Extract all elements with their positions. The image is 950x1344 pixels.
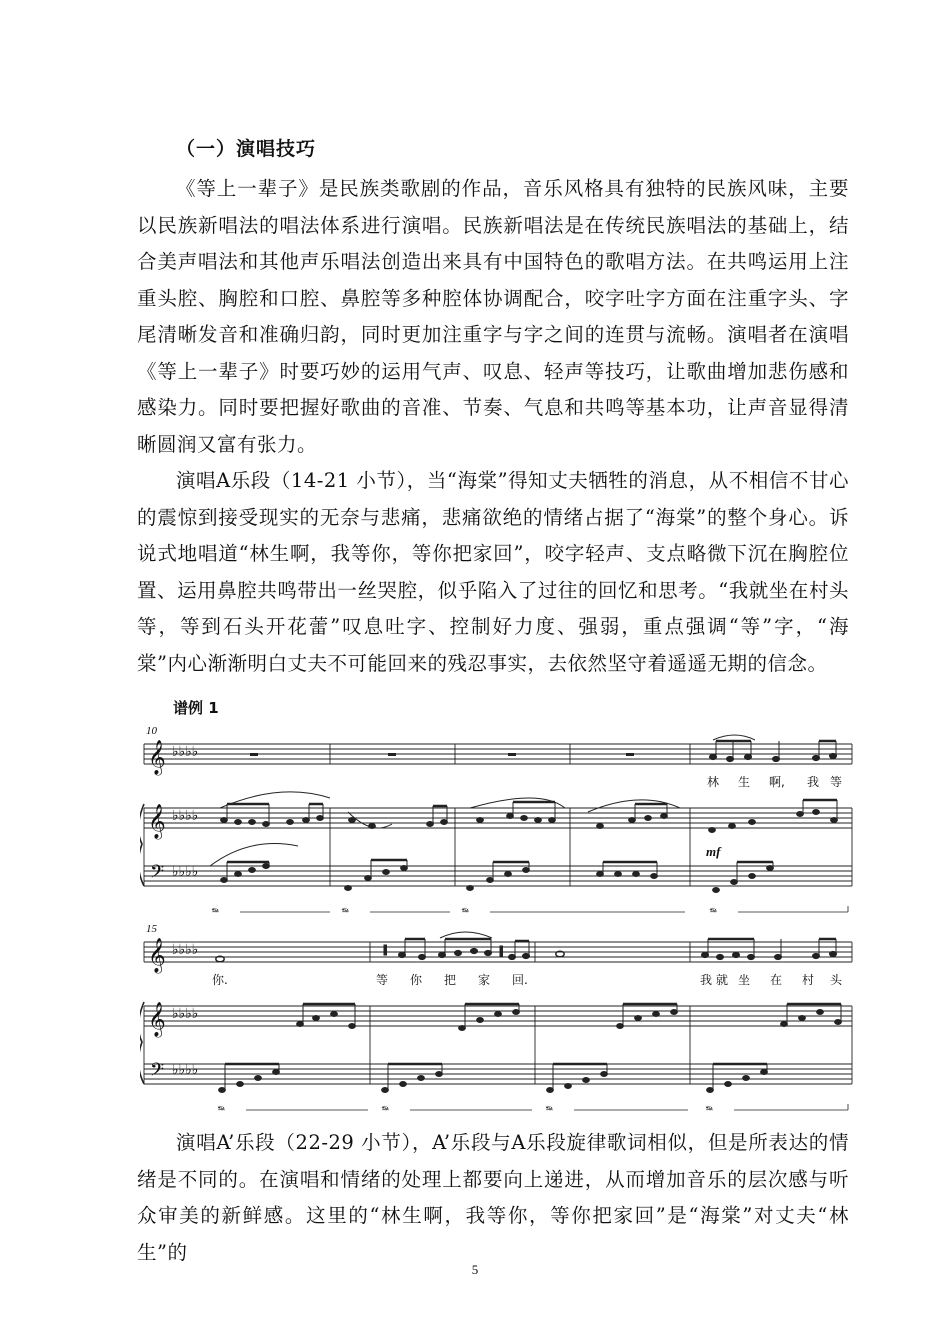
vocal-notes [710,735,837,762]
vocal-lyrics [212,972,843,987]
svg-text:𝆮: 𝆮 [704,1103,712,1116]
treble-clef-icon: 𝄞 [148,1002,166,1037]
svg-text:你.: 你. [212,973,228,987]
pedal-marks [210,905,848,919]
svg-text:𝆮: 𝆮 [210,905,218,919]
key-signature-icon: ♭♭♭♭ [172,942,199,958]
svg-text:林: 林 [707,775,720,789]
svg-text:等: 等 [376,973,389,987]
treble-clef-icon: 𝄞 [148,938,166,973]
vocal-lyrics [707,774,842,789]
svg-text:把: 把 [444,973,457,987]
svg-text:就: 就 [716,973,729,987]
svg-text:𝆮: 𝆮 [544,1103,552,1116]
key-signature-icon: ♭♭♭♭ [172,864,199,880]
page-number: 5 [471,1262,479,1277]
svg-text:生: 生 [738,775,751,789]
svg-text:我: 我 [700,973,713,987]
bass-clef-icon: 𝄢 [150,862,165,887]
brace-icon [140,1002,144,1084]
svg-text:等: 等 [830,775,843,789]
piano-treble-staff [144,808,852,828]
piano-lh-notes [210,844,773,893]
dynamic-marking: mf [706,844,721,859]
vocal-staff [144,942,852,962]
piano-bass-staff [144,1064,852,1084]
bass-clef-icon: 𝄢 [150,1060,165,1085]
svg-text:村: 村 [802,973,815,987]
measure-number: 15 [146,923,157,935]
svg-text:𝆮: 𝆮 [216,1103,224,1116]
measure-number: 10 [146,725,157,737]
score-system-1 [140,725,852,919]
score-system-2 [140,923,852,1116]
key-signature-icon: ♭♭♭♭ [172,1062,199,1078]
key-signature-icon: ♭♭♭♭ [172,1006,199,1022]
paragraph-section-a: 演唱A乐段（14-21 小节），当“海棠”得知丈夫牺牲的消息，从不相信不甘心的震惊到接受现实的无奈与悲痛，悲痛欲绝的情绪占据了“海棠”的整个身心。诉说式地唱道“林生啊，我等你，等你把家回”，咬字轻声、支点略微下沉在胸腔位置、运用鼻腔共鸣带出一丝哭腔，似乎陷入了过往的回忆和思考。“我就坐在村头等，等到石头开花蕾”叹息吐字、控制好力度、强弱，重点强调“等”字，“海棠”内心渐渐明白丈夫不可能回来的残忍事实，去依然坚守着遥遥无期的信念。 [137,469,849,675]
svg-text:在: 在 [770,973,783,987]
svg-text:𝆮: 𝆮 [380,1103,388,1116]
pedal-marks [216,1103,848,1116]
svg-text:回.: 回. [512,973,528,987]
svg-text:𝆮: 𝆮 [708,905,716,919]
piano-barlines [144,1006,852,1084]
treble-clef-icon: 𝄞 [148,804,166,839]
svg-text:𝆮: 𝆮 [340,905,348,919]
paragraph-section-a-prime: 演唱A’乐段（22-29 小节），A’乐段与A乐段旋律歌词相似，但是所表达的情绪是不同的。在演唱和情绪的处理上都要向上递进，从而增加音乐的层次感与听众审美的新鲜感。这里的“林生啊，我等你，等你把家回”是“海棠”对丈夫“林生”的 [137,1131,849,1264]
svg-text:家: 家 [478,973,491,987]
treble-clef-icon: 𝄞 [148,740,166,775]
svg-text:啊,: 啊, [769,775,785,789]
score-caption: 谱例 1 [173,699,219,717]
paragraph-singing-technique: 《等上一辈子》是民族类歌剧的作品，音乐风格具有独特的民族风味，主要以民族新唱法的唱法体系进行演唱。民族新唱法是在传统民族唱法的基础上，结合美声唱法和其他声乐唱法创造出来具有中国特色的歌唱方法。在共鸣运用上注重头腔、胸腔和口腔、鼻腔等多种腔体协调配合，咬字吐字方面在注重字头、字尾清晰发音和准确归韵，同时更加注重字与字之间的连贯与流畅。演唱者在演唱《等上一辈子》时要巧妙的运用气声、叹息、轻声等技巧，让歌曲增加悲伤感和感染力。同时要把握好歌曲的音准、节奏、气息和共鸣等基本功，让声音显得清晰圆润又富有张力。 [137,177,849,456]
svg-text:头: 头 [830,973,843,987]
section-heading: （一）演唱技巧 [176,138,317,160]
svg-text:坐: 坐 [738,973,751,987]
music-score-example [140,716,856,1116]
rests [250,753,634,756]
svg-text:你: 你 [410,973,423,987]
brace-icon [140,804,144,886]
key-signature-icon: ♭♭♭♭ [172,808,199,824]
svg-text:我: 我 [807,775,820,789]
key-signature-icon: ♭♭♭♭ [172,744,199,760]
svg-text:𝆮: 𝆮 [460,905,468,919]
piano-rh-notes [220,792,837,833]
